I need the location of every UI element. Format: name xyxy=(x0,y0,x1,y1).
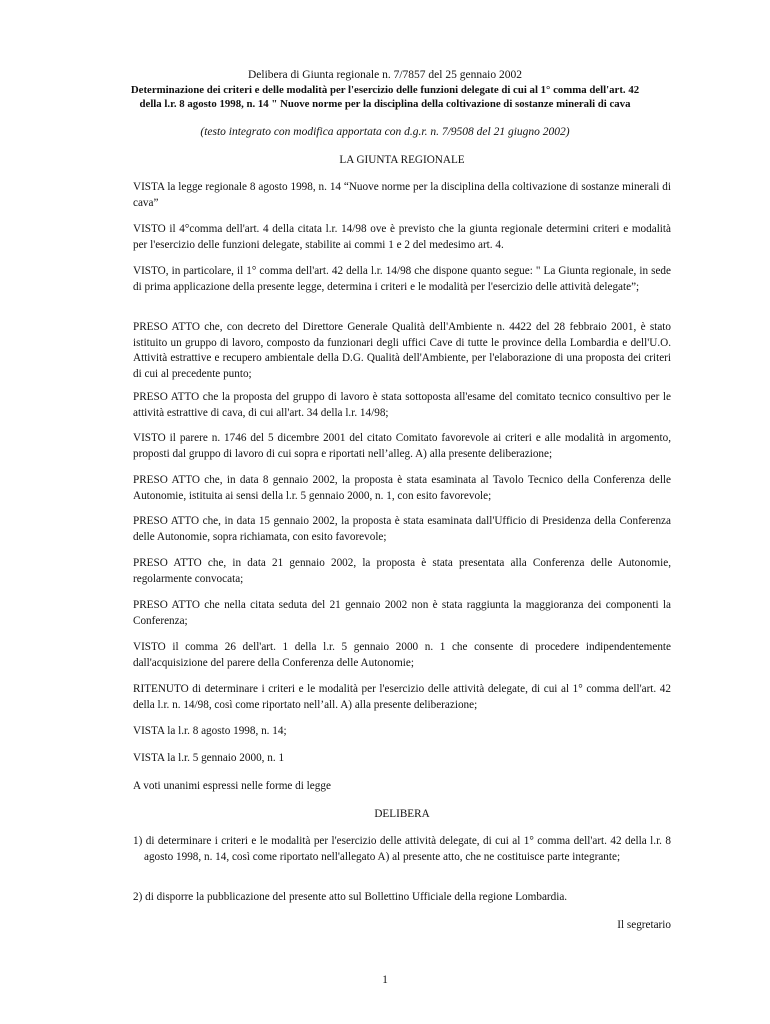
document-subtitle: (testo integrato con modifica apportata con d.g.r. n. 7/9508 del 21 giugno 2002) xyxy=(200,126,570,138)
paragraph: A voti unanimi espressi nelle forme di legge xyxy=(133,780,331,792)
paragraph: VISTO, in particolare, il 1° comma dell'art. 42 della l.r. 14/98 che dispone quanto segue: " La Giunta regionale, in sede di prima applicazione della presente legge, determina i criteri e le modalità per l'esercizio delle attività delegate”; xyxy=(133,265,671,293)
document-title: Delibera di Giunta regionale n. 7/7857 del 25 gennaio 2002 xyxy=(247,69,522,81)
paragraph: PRESO ATTO che nella citata seduta del 21 gennaio 2002 non è stata raggiunta la maggioranza dei componenti la Conferenza; xyxy=(133,599,671,627)
paragraph: VISTA la l.r. 8 agosto 1998, n. 14; xyxy=(133,725,287,737)
paragraph: PRESO ATTO che, con decreto del Direttore Generale Qualità dell'Ambiente n. 4422 del 28 febbraio 2001, è stato istituito un gruppo di lavoro, composto da funzionari degli uffici Cave di tutte le province della Lombardia e dell'U.O. Attività estrattive e recupero ambientale della D.G. Qualità dell'Ambiente, per l'elaborazione di una proposta dei criteri di cui al precedente punto; xyxy=(133,321,671,380)
paragraph: PRESO ATTO che, in data 15 gennaio 2002, la proposta è stata esaminata dall'Ufficio di Presidenza della Conferenza delle Autonomie, sopra richiamata, con esito favorevole; xyxy=(133,515,671,543)
paragraph: VISTA la l.r. 5 gennaio 2000, n. 1 xyxy=(133,752,285,764)
paragraph: PRESO ATTO che, in data 8 gennaio 2002, la proposta è stata esaminata al Tavolo Tecnico della Conferenza delle Autonomie, istituita ai sensi della l.r. 5 gennaio 2000, n. 1, con esito favorevole; xyxy=(133,474,671,502)
paragraph: RITENUTO di determinare i criteri e le modalità per l'esercizio delle attività delegate, di cui al 1° comma dell'art. 42 della l.r. n. 14/98, così come riportato nell’all. A) alla presente deliberazione; xyxy=(133,683,671,711)
paragraph: VISTO il comma 26 dell'art. 1 della l.r. 5 gennaio 2000 n. 1 che consente di procedere indipendentemente dall'acquisizione del parere della Conferenza delle Autonomie; xyxy=(133,641,671,669)
paragraph: PRESO ATTO che, in data 21 gennaio 2002, la proposta è stata presentata alla Conferenza delle Autonomie, regolarmente convocata; xyxy=(133,557,671,585)
paragraph: PRESO ATTO che la proposta del gruppo di lavoro è stata sottoposta all'esame del comitato tecnico consultivo per le attività estrattive di cava, di cui all'art. 34 della l.r. 14/98; xyxy=(133,391,671,419)
document-heading-line-2: della l.r. 8 agosto 1998, n. 14 " Nuove norme per la disciplina della coltivazione di sostanze minerali di cava xyxy=(139,98,631,110)
page-number: 1 xyxy=(382,974,388,986)
delibera-title: DELIBERA xyxy=(374,808,430,820)
document-heading-line-1: Determinazione dei criteri e delle modalità per l'esercizio delle funzioni delegate di cui al 1° comma dell'art. 42 xyxy=(130,84,640,96)
paragraph: VISTO il parere n. 1746 del 5 dicembre 2001 del citato Comitato favorevole ai criteri e alle modalità in argomento, proposti dal gruppo di lavoro di cui sopra e riportati nell’alleg. A) alla presente deliberazione; xyxy=(133,432,671,460)
delibera-item: 2) di disporre la pubblicazione del presente atto sul Bollettino Ufficiale della regione Lombardia. xyxy=(133,891,568,903)
paragraph: VISTA la legge regionale 8 agosto 1998, n. 14 “Nuove norme per la disciplina della coltivazione di sostanze minerali di cava” xyxy=(133,181,671,209)
delibera-item: 1) di determinare i criteri e le modalità per l'esercizio delle attività delegate, di cui al 1° comma dell'art. 42 della l.r. 8 agosto 1998, n. 14, così come riportato nell'allegato A) al presente atto, che ne costituisce parte integrante; xyxy=(133,835,671,863)
signature: Il segretario xyxy=(617,919,671,931)
section-title: LA GIUNTA REGIONALE xyxy=(339,154,465,166)
paragraph: VISTO il 4°comma dell'art. 4 della citata l.r. 14/98 ove è previsto che la giunta regionale determini criteri e modalità per l'esercizio delle funzioni delegate, stabilite ai commi 1 e 2 del medesimo art. 4. xyxy=(133,223,671,251)
